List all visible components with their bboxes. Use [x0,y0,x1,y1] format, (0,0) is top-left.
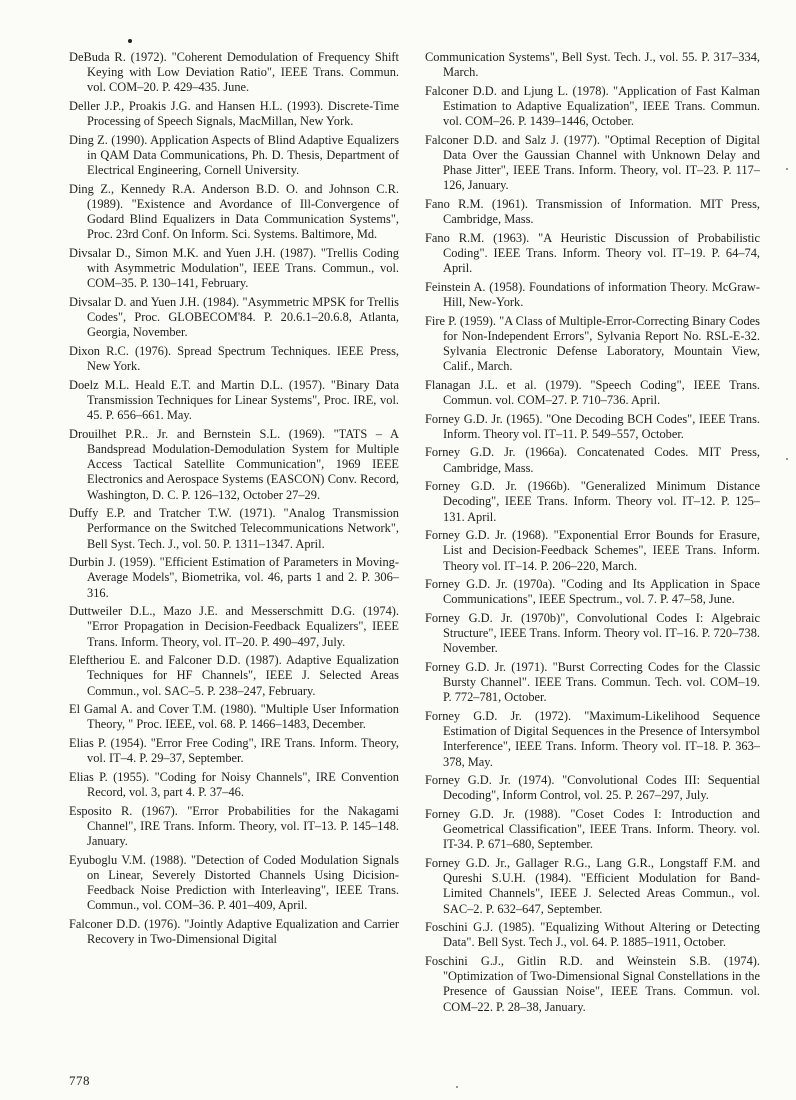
references-column-right [425,50,760,1018]
scan-speck [786,458,788,460]
reference-entry: Eyuboglu V.M. (1988). "Detection of Coded Modulation Signals on Linear, Severely Distorted Channels Using Dicision-Feedback Noise Prediction with Interleaving", IEEE Trans. Commun., vol. COM–36. P. 401–409, April. [69,852,399,913]
reference-entry: Forney G.D. Jr. (1970a). "Coding and Its Application in Space Communications", IEEE Spectrum., vol. 7. P. 47–58, June. [425,577,760,607]
reference-entry: Doelz M.L. Heald E.T. and Martin D.L. (1957). "Binary Data Transmission Techniques for Linear Systems", Proc. IRE, vol. 45. P. 656–661. May. [69,377,399,423]
reference-entry: Ding Z., Kennedy R.A. Anderson B.D. O. and Johnson C.R. (1989). "Existence and Avordance of Ill-Convergence of Godard Blind Equalizers in Data Communication Systems", Proc. 23rd Conf. On Inform. Sci. Systems. Baltimore, Md. [69,181,399,242]
reference-entry: Communication Systems", Bell Syst. Tech. J., vol. 55. P. 317–334, March. [425,50,760,80]
reference-entry: Drouilhet P.R.. Jr. and Bernstein S.L. (1969). "TATS – A Bandspread Modulation-Demodulation System for Multiple Access Tactical Satellite Communication", 1969 IEEE Electronics and Aerospace Systems (EASCON) Conv. Record, Washington, D. C. P. 126–132, October 27–29. [69,426,399,502]
reference-entry: Forney G.D. Jr., Gallager R.G., Lang G.R., Longstaff F.M. and Qureshi S.U.H. (1984). "Efficient Modulation for Band-Limited Channels", IEEE J. Selected Areas Commun., vol. SAC–2. P. 632–647, September. [425,855,760,916]
reference-entry: Forney G.D. Jr. (1971). "Burst Correcting Codes for the Classic Bursty Channel". IEEE Trans. Commun. Tech. vol. COM–19. P. 772–781, October. [425,659,760,705]
reference-entry: Esposito R. (1967). "Error Probabilities for the Nakagami Channel", IRE Trans. Inform. Theory, vol. IT–13. P. 145–148. January. [69,803,399,848]
references-column-left [69,50,399,951]
reference-entry: Foschini G.J. (1985). "Equalizing Without Altering or Detecting Data". Bell Syst. Tech J., vol. 64. P. 1885–1911, October. [425,920,760,950]
reference-entry: Forney G.D. Jr. (1972). "Maximum-Likelihood Sequence Estimation of Digital Sequences in the Presence of Intersymbol Interference", IEEE Trans. Inform. Theory vol. IT–18. P. 363–378, May. [425,708,760,769]
reference-entry: DeBuda R. (1972). "Coherent Demodulation of Frequency Shift Keying with Low Deviation Ratio", IEEE Trans. Commun. vol. COM–20. P. 429–435. June. [69,50,399,95]
scan-speck [786,168,788,170]
reference-entry: Flanagan J.L. et al. (1979). "Speech Coding", IEEE Trans. Commun. vol. COM–27. P. 710–736. April. [425,377,760,407]
reference-entry: Falconer D.D. and Salz J. (1977). "Optimal Reception of Digital Data Over the Gaussian Channel with Unknown Delay and Phase Jitter", IEEE Trans. Inform. Theory, vol. IT–23. P. 117–126, January. [425,132,760,193]
page-number: 778 [69,1073,90,1088]
reference-entry: Forney G.D. Jr. (1966b). "Generalized Minimum Distance Decoding", IEEE Trans. Inform. Theory vol. IT–12. P. 125–131. April. [425,479,760,524]
reference-entry: Fire P. (1959). "A Class of Multiple-Error-Correcting Binary Codes for Non-Independent Errors", Sylvania Report No. RSL-E-32. Sylvania Electronic Defense Laboratory, Mountain View, Calif., March. [425,313,760,374]
reference-entry: Duttweiler D.L., Mazo J.E. and Messerschmitt D.G. (1974). "Error Propagation in Decision-Feedback Equalizers", IEEE Trans. Inform. Theory, vol. IT–20. P. 490–497, July. [69,604,399,649]
reference-entry: Falconer D.D. and Ljung L. (1978). "Application of Fast Kalman Estimation to Adaptive Equalization", IEEE Trans. Commun. vol. COM–26. P. 1439–1446, October. [425,83,760,129]
reference-entry: Elias P. (1954). "Error Free Coding", IRE Trans. Inform. Theory, vol. IT–4. P. 29–37, September. [69,736,399,766]
reference-entry: Forney G.D. Jr. (1968). "Exponential Error Bounds for Erasure, List and Decision-Feedback Schemes", IEEE Trans. Inform. Theory vol. IT–14. P. 206–220, March. [425,528,760,573]
reference-entry: Durbin J. (1959). "Efficient Estimation of Parameters in Moving-Average Models", Biometrika, vol. 46, parts 1 and 2. P. 306–316. [69,555,399,600]
ink-mark [128,39,132,43]
reference-entry: Divsalar D., Simon M.K. and Yuen J.H. (1987). "Trellis Coding with Asymmetric Modulation", IEEE Trans. Commun., vol. COM–35. P. 130–141, February. [69,246,399,291]
reference-entry: Ding Z. (1990). Application Aspects of Blind Adaptive Equalizers in QAM Data Communications, Ph. D. Thesis, Department of Electrical Engineering, Cornell University. [69,132,399,178]
reference-entry: Falconer D.D. (1976). "Jointly Adaptive Equalization and Carrier Recovery in Two-Dimensional Digital [69,916,399,946]
reference-entry: Elias P. (1955). "Coding for Noisy Channels", IRE Convention Record, vol. 3, part 4. P. 37–46. [69,769,399,799]
reference-entry: Forney G.D. Jr. (1970b)", Convolutional Codes I: Algebraic Structure", IEEE Trans. Inform. Theory vol. IT–16. P. 720–738. November. [425,610,760,656]
reference-entry: Duffy E.P. and Tratcher T.W. (1971). "Analog Transmission Performance on the Switched Telecommunications Network", Bell Syst. Tech. J., vol. 50. P. 1311–1347. April. [69,506,399,551]
reference-entry: Forney G.D. Jr. (1965). "One Decoding BCH Codes", IEEE Trans. Inform. Theory vol. IT–11. P. 549–557, October. [425,411,760,441]
scan-speck [456,1086,458,1088]
reference-entry: Dixon R.C. (1976). Spread Spectrum Techniques. IEEE Press, New York. [69,344,399,374]
reference-entry: Fano R.M. (1963). "A Heuristic Discussion of Probabilistic Coding". IEEE Trans. Inform. Theory vol. IT–19. P. 64–74, April. [425,230,760,276]
reference-entry: Deller J.P., Proakis J.G. and Hansen H.L. (1993). Discrete-Time Processing of Speech Signals, MacMillan, New York. [69,99,399,129]
reference-entry: El Gamal A. and Cover T.M. (1980). "Multiple User Information Theory, " Proc. IEEE, vol. 68. P. 1466–1483, December. [69,702,399,732]
reference-entry: Forney G.D. Jr. (1988). "Coset Codes I: Introduction and Geometrical Classification", IEEE Trans. Inform. Theory. vol. IT-34. P. 671–680, September. [425,806,760,852]
reference-entry: Forney G.D. Jr. (1966a). Concatenated Codes. MIT Press, Cambridge, Mass. [425,445,760,475]
reference-entry: Divsalar D. and Yuen J.H. (1984). "Asymmetric MPSK for Trellis Codes", Proc. GLOBECOM'84. P. 20.6.1–20.6.8, Atlanta, Georgia, November. [69,295,399,340]
reference-entry: Eleftheriou E. and Falconer D.D. (1987). Adaptive Equalization Techniques for HF Channels", IEEE J. Selected Areas Commun., vol. SAC–5. P. 238–247, February. [69,653,399,698]
reference-entry: Foschini G.J., Gitlin R.D. and Weinstein S.B. (1974). "Optimization of Two-Dimensional Signal Constellations in the Presence of Gaussian Noise", IEEE Trans. Commun. vol. COM–22. P. 28–38, January. [425,953,760,1014]
reference-entry: Feinstein A. (1958). Foundations of information Theory. McGraw-Hill, New-York. [425,279,760,309]
reference-entry: Forney G.D. Jr. (1974). "Convolutional Codes III: Sequential Decoding", Inform Control, vol. 25. P. 267–297, July. [425,773,760,803]
reference-entry: Fano R.M. (1961). Transmission of Information. MIT Press, Cambridge, Mass. [425,197,760,227]
